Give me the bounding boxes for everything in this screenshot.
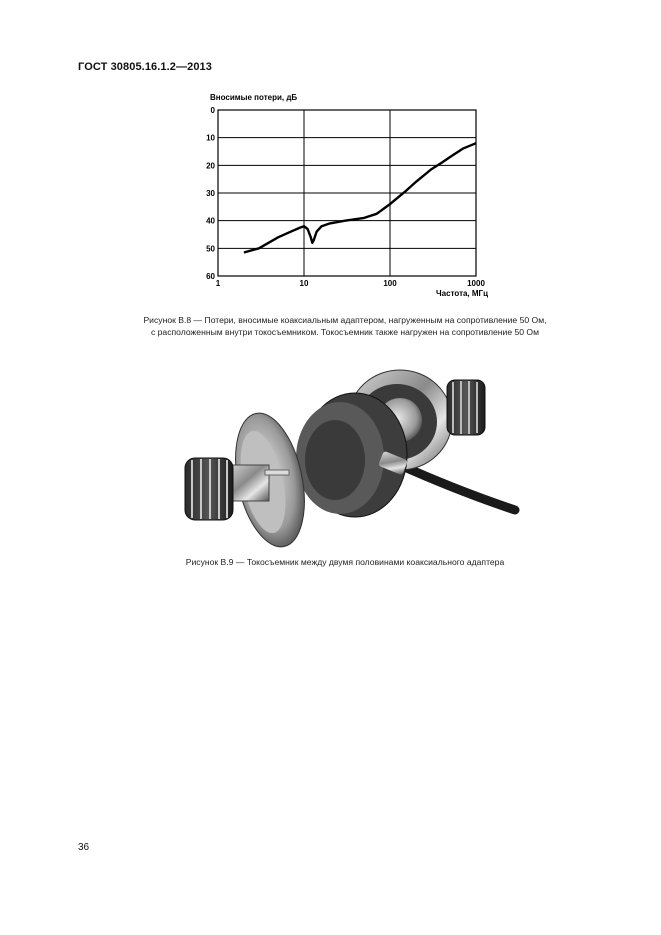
y-axis-label: Вносимые потери, дБ: [210, 93, 298, 102]
y-tick-label: 20: [206, 161, 215, 171]
figure-b9-caption: Рисунок В.9 — Токосъемник между двумя половинами коаксиального адаптера: [185, 557, 505, 567]
page-number: 36: [78, 842, 90, 853]
current-probe-toroid: [296, 393, 408, 517]
x-tick-label: 100: [383, 279, 397, 288]
series-line-insertion-loss: [244, 143, 476, 252]
x-tick-label: 1: [215, 279, 221, 288]
left-adapter-half: [185, 407, 315, 550]
y-tick-label: 60: [206, 272, 215, 281]
coax-cable: [400, 465, 515, 510]
figure-b8-caption-line-2: с расположенным внутри токосъемником. Токосъемник также нагружен на сопротивление 50 Ом: [150, 327, 540, 337]
x-axis-label: Частота, МГц: [436, 289, 488, 298]
y-tick-label: 50: [206, 244, 215, 254]
insertion-loss-chart: [195, 88, 505, 303]
y-tick-label: 10: [206, 133, 215, 143]
document-header: ГОСТ 30805.16.1.2—2013: [78, 61, 212, 73]
x-tick-label: 10: [299, 279, 309, 288]
figure-b8-caption-line-1: Рисунок В.8 — Потери, вносимые коаксиальным адаптером, нагруженным на сопротивление 50 Ом,: [143, 315, 547, 325]
figure-b8-caption: [100, 314, 590, 338]
x-tick-label: 1000: [467, 279, 485, 288]
y-tick-label: 0: [210, 106, 215, 115]
insertion-loss-chart-svg: [195, 88, 505, 303]
current-probe-photo: [175, 360, 520, 550]
y-tick-label: 40: [206, 216, 215, 226]
y-tick-label: 30: [206, 189, 215, 198]
